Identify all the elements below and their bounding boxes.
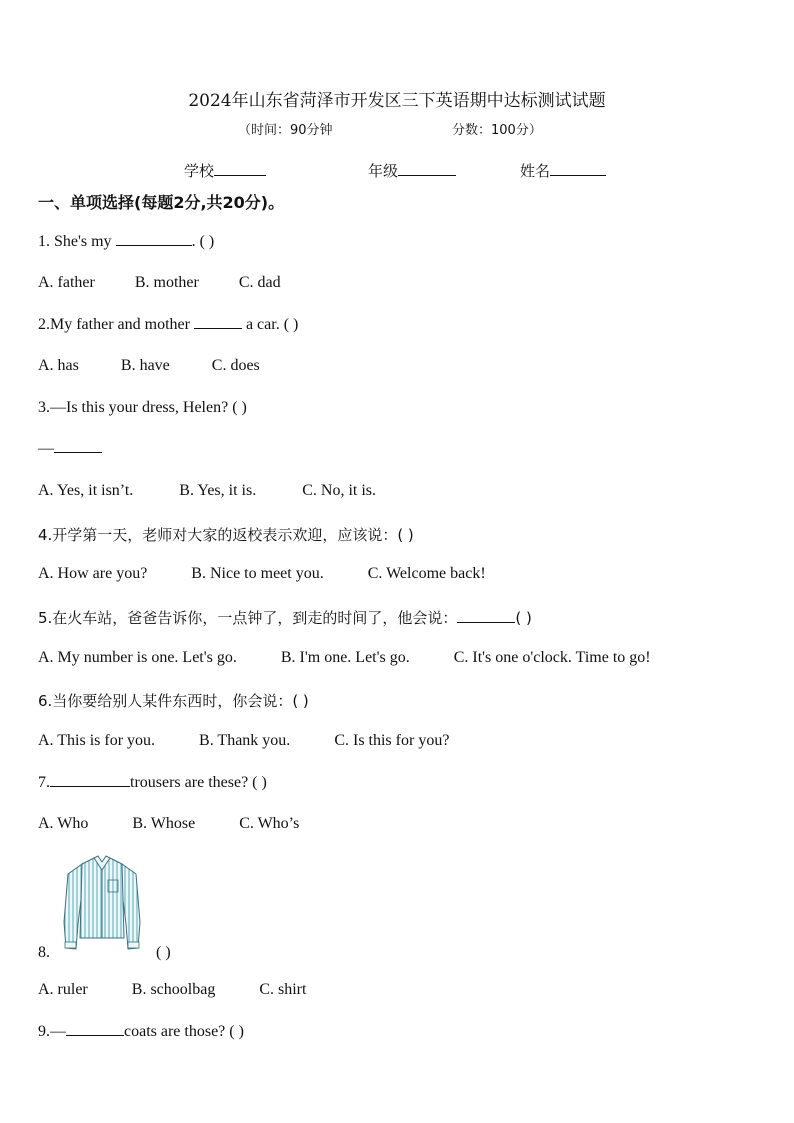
option-a[interactable]: A. How are you?	[38, 565, 148, 582]
question-text: a car. ( )	[241, 316, 299, 333]
options-4	[38, 565, 486, 583]
options-2	[38, 357, 260, 375]
option-c[interactable]: C. Is this for you?	[334, 732, 450, 749]
section-title: 一、单项选择(每题2分,共20分)。	[38, 193, 285, 212]
question-text: 2.My father and mother	[38, 316, 194, 333]
option-c[interactable]: C. dad	[238, 274, 281, 291]
answer-blank[interactable]	[54, 451, 102, 453]
question-8-paren: ( )	[156, 944, 171, 961]
question-2	[38, 316, 298, 334]
option-a[interactable]: A. ruler	[38, 981, 88, 998]
question-text: ( )	[515, 609, 532, 627]
option-c[interactable]: C. Who’s	[239, 815, 300, 832]
question-text: 1. She's my	[38, 233, 116, 250]
shirt-image	[60, 852, 144, 956]
answer-blank[interactable]	[457, 621, 515, 623]
option-c[interactable]: C. It's one o'clock. Time to go!	[453, 649, 651, 666]
score-info: 分数：100分）	[452, 123, 542, 138]
options-1	[38, 274, 281, 292]
option-b[interactable]: B. schoolbag	[131, 981, 216, 998]
school-field	[184, 160, 266, 181]
question-7	[38, 774, 267, 792]
option-b[interactable]: B. Yes, it is.	[179, 482, 257, 499]
option-a[interactable]: A. My number is one. Let's go.	[38, 649, 237, 666]
answer-blank[interactable]	[116, 244, 192, 246]
option-b[interactable]: B. have	[120, 357, 170, 374]
option-a[interactable]: A. Who	[38, 815, 89, 832]
options-5	[38, 649, 651, 667]
time-info: （时间：90分钟	[238, 123, 333, 138]
option-c[interactable]: C. shirt	[259, 981, 307, 998]
question-8-number: 8.	[38, 944, 50, 961]
question-text: 7.	[38, 774, 50, 791]
question-5	[38, 607, 532, 628]
answer-line-3	[38, 440, 102, 458]
name-label: 姓名	[520, 162, 551, 180]
option-b[interactable]: B. Whose	[132, 815, 196, 832]
option-c[interactable]: C. Welcome back!	[367, 565, 486, 582]
dash: —	[38, 440, 54, 457]
options-8	[38, 981, 306, 999]
options-3	[38, 482, 376, 500]
name-blank[interactable]	[550, 174, 606, 176]
school-blank[interactable]	[214, 174, 266, 176]
answer-blank[interactable]	[66, 1034, 124, 1036]
grade-blank[interactable]	[398, 174, 456, 176]
question-4: 4.开学第一天，老师对大家的返校表示欢迎，应该说：( )	[38, 526, 414, 544]
option-b[interactable]: B. Thank you.	[199, 732, 291, 749]
name-field	[520, 160, 606, 181]
school-label: 学校	[184, 162, 215, 180]
answer-blank[interactable]	[50, 785, 130, 787]
question-text: . ( )	[191, 233, 215, 250]
question-9	[38, 1023, 244, 1041]
option-a[interactable]: A. Yes, it isn’t.	[38, 482, 134, 499]
option-b[interactable]: B. mother	[134, 274, 199, 291]
option-a[interactable]: A. has	[38, 357, 79, 374]
option-c[interactable]: C. No, it is.	[302, 482, 377, 499]
question-text: 5.在火车站，爸爸告诉你，一点钟了，到走的时间了，他会说：	[38, 609, 458, 627]
options-7	[38, 815, 299, 833]
question-text: coats are those? ( )	[124, 1023, 244, 1040]
page-title: 2024年山东省菏泽市开发区三下英语期中达标测试试题	[188, 91, 606, 111]
question-1	[38, 233, 214, 251]
option-b[interactable]: B. I'm one. Let's go.	[280, 649, 410, 666]
answer-blank[interactable]	[194, 327, 242, 329]
shirt-icon	[60, 852, 144, 956]
options-6	[38, 732, 449, 750]
question-6: 6.当你要给别人某件东西时，你会说：( )	[38, 692, 309, 710]
option-a[interactable]: A. This is for you.	[38, 732, 156, 749]
question-text: trousers are these? ( )	[130, 774, 267, 791]
option-a[interactable]: A. father	[38, 274, 95, 291]
option-c[interactable]: C. does	[211, 357, 260, 374]
question-text: 9.—	[38, 1023, 66, 1040]
grade-field	[368, 160, 456, 181]
grade-label: 年级	[368, 162, 399, 180]
option-b[interactable]: B. Nice to meet you.	[191, 565, 324, 582]
question-3: 3.—Is this your dress, Helen? ( )	[38, 399, 247, 416]
